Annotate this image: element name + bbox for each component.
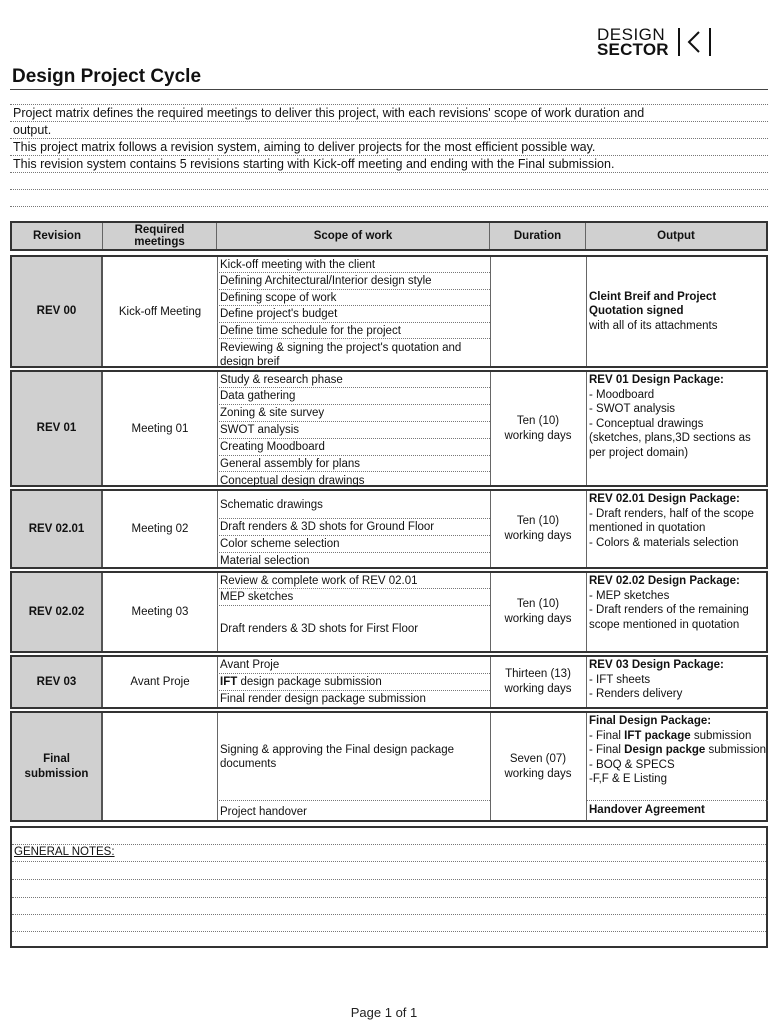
output-cell xyxy=(587,573,768,651)
scope-item-text: Draft renders & 3D shots for First Floor xyxy=(220,622,419,635)
scope-cell xyxy=(217,491,491,567)
duration-cell xyxy=(490,491,587,567)
scope-item-text: Zoning & site survey xyxy=(220,407,325,419)
scope-item-text: Final render design package submission xyxy=(220,693,426,705)
project-matrix-table xyxy=(10,221,768,818)
general-notes-box xyxy=(10,826,768,948)
header-output: Output xyxy=(657,230,695,242)
scope-item xyxy=(217,257,490,273)
scope-item-text: Color scheme selection xyxy=(220,538,340,550)
notes-line xyxy=(12,897,766,898)
meeting-cell xyxy=(103,713,218,820)
revision-block xyxy=(10,571,768,653)
page-title: Design Project Cycle xyxy=(12,66,202,87)
output-line: - Colors & materials selection xyxy=(589,536,739,549)
scope-item xyxy=(217,323,490,339)
scope-cell xyxy=(217,657,491,707)
scope-item-text: Defining Architectural/Interior design style xyxy=(220,275,432,287)
title-divider xyxy=(10,89,768,90)
output-line: -F,F & E Listing xyxy=(589,773,667,785)
duration-cell xyxy=(490,713,587,820)
logo-bar-left xyxy=(678,28,680,56)
scope-item xyxy=(217,388,490,405)
intro-line: output. xyxy=(10,122,768,139)
scope-item-text: Define time schedule for the project xyxy=(220,324,401,337)
scope-item-text: Define project's budget xyxy=(220,308,338,320)
scope-item-text: Reviewing & signing the project's quotation and design breif xyxy=(220,341,462,368)
scope-item-text: Draft renders & 3D shots for Ground Floor xyxy=(220,521,435,533)
scope-item-text: SWOT analysis xyxy=(220,424,300,436)
scope-item xyxy=(217,536,490,553)
revision-block xyxy=(10,370,768,487)
scope-item xyxy=(217,801,490,822)
output-line: - Draft renders of the remaining scope mentioned in quotation xyxy=(589,604,749,631)
output-line: - IFT sheets xyxy=(589,673,651,686)
output-line: - Final Design packge submission xyxy=(589,744,767,756)
scope-item-text: Avant Proje xyxy=(220,659,280,671)
scope-item xyxy=(217,657,490,674)
meeting-cell: Meeting 01 xyxy=(103,372,218,485)
logo-line2: SECTOR xyxy=(597,40,669,59)
duration-text: Seven (07) working days xyxy=(504,752,572,780)
scope-item-text: General assembly for plans xyxy=(220,457,360,470)
scope-item-text: Conceptual design drawings xyxy=(220,474,365,487)
scope-item xyxy=(217,589,490,606)
scope-item-text: MEP sketches xyxy=(220,591,294,603)
notes-line xyxy=(12,861,766,862)
output-cell xyxy=(587,657,768,707)
scope-item xyxy=(217,405,490,422)
scope-item-text: Project handover xyxy=(220,805,307,818)
notes-line xyxy=(12,931,766,932)
revision-cell xyxy=(12,713,103,820)
scope-item xyxy=(217,273,490,290)
intro-line: Project matrix defines the required meetings to deliver this project, with each revisions' scope of work duration and xyxy=(10,104,768,122)
logo-line1: DESIGN xyxy=(597,25,666,44)
scope-cell xyxy=(217,573,491,651)
duration-cell xyxy=(490,257,587,366)
duration-text: Ten (10) working days xyxy=(504,414,572,442)
output-line: - MEP sketches xyxy=(589,589,670,602)
revision-block xyxy=(10,655,768,709)
output-cell xyxy=(587,257,768,366)
duration-text: Ten (10) working days xyxy=(504,598,572,625)
output-line: - SWOT analysis xyxy=(589,403,676,415)
header-meetings: Required meetings xyxy=(103,223,217,249)
intro-text xyxy=(10,104,768,207)
intro-line: This revision system contains 5 revisions starting with Kick-off meeting and ending with the Final submission. xyxy=(10,156,768,173)
intro-line xyxy=(10,173,768,190)
scope-item-bold: IFT xyxy=(220,676,238,688)
intro-line: This project matrix follows a revision system, aiming to deliver projects for the most efficient possible way. xyxy=(10,139,768,156)
intro-line xyxy=(10,190,768,207)
general-notes-label: GENERAL NOTES: xyxy=(14,846,115,858)
scope-cell xyxy=(217,713,491,820)
scope-item xyxy=(217,306,490,323)
output-title: REV 02.02 Design Package: xyxy=(589,575,740,587)
revision-block xyxy=(10,489,768,569)
scope-item-text: Kick-off meeting with the client xyxy=(220,258,376,271)
meeting-cell: Avant Proje xyxy=(103,657,218,707)
header-scope: Scope of work xyxy=(217,223,490,249)
notes-line xyxy=(12,914,766,915)
scope-item-text: IFT design package submission xyxy=(220,676,382,688)
revision-label: Final submission xyxy=(24,752,89,780)
notes-line xyxy=(12,879,766,880)
output-title: Cleint Breif and Project Quotation signed xyxy=(589,290,717,318)
output-line: - Moodboard xyxy=(589,388,655,401)
output-line: with all of its attachments xyxy=(589,319,718,332)
revision-block xyxy=(10,255,768,368)
duration-text: Thirteen (13) working days xyxy=(504,668,572,695)
output-title: REV 03 Design Package: xyxy=(589,659,724,671)
scope-item xyxy=(217,691,490,707)
scope-item-text: Signing & approving the Final design package documents xyxy=(220,743,454,770)
output-title: Final Design Package: xyxy=(589,715,712,727)
output-cell xyxy=(587,713,768,820)
scope-cell xyxy=(217,372,491,485)
scope-item-text: Review & complete work of REV 02.01 xyxy=(220,574,418,587)
meeting-cell: Meeting 03 xyxy=(103,573,218,651)
scope-item-text: Creating Moodboard xyxy=(220,441,325,453)
duration-cell xyxy=(490,372,587,485)
revision-cell: REV 02.02 xyxy=(12,573,103,651)
scope-item-text: Material selection xyxy=(220,555,310,567)
logo-bar-right xyxy=(709,28,711,56)
scope-item xyxy=(217,372,490,388)
scope-item xyxy=(217,519,490,536)
scope-item xyxy=(217,573,490,589)
scope-item-text: Defining scope of work xyxy=(220,291,337,304)
scope-item xyxy=(217,491,490,519)
duration-cell xyxy=(490,573,587,651)
output-cell xyxy=(587,491,768,567)
scope-item xyxy=(217,713,490,801)
duration-cell xyxy=(490,657,587,707)
scope-item-text: Schematic drawings xyxy=(220,498,323,511)
output-line: (sketches, plans,3D sections as per project domain) xyxy=(589,432,751,459)
meeting-cell: Meeting 02 xyxy=(103,491,218,567)
scope-item xyxy=(217,339,490,370)
output-title: REV 01 Design Package: xyxy=(589,374,724,386)
scope-item-text: Study & research phase xyxy=(220,373,343,386)
output-line: - Conceptual drawings xyxy=(589,417,704,430)
scope-item xyxy=(217,456,490,472)
duration-text: Ten (10) working days xyxy=(504,515,572,542)
output-line: - Final IFT package submission xyxy=(589,729,752,742)
output-cell xyxy=(587,372,768,485)
scope-item xyxy=(217,674,490,691)
scope-item xyxy=(217,422,490,439)
revision-block xyxy=(10,711,768,822)
header-duration: Duration xyxy=(490,223,586,249)
scope-item xyxy=(217,606,490,651)
output-title: REV 02.01 Design Package: xyxy=(589,493,740,505)
output-bold: IFT package xyxy=(624,729,691,742)
meeting-cell: Kick-off Meeting xyxy=(103,257,218,366)
revision-cell: REV 03 xyxy=(12,657,103,707)
revision-cell: REV 01 xyxy=(12,372,103,485)
output-line: - Draft renders, half of the scope mentioned in quotation xyxy=(589,507,754,534)
revision-cell: REV 02.01 xyxy=(12,491,103,567)
output-bold: Design packge xyxy=(624,744,706,756)
output-footer: Handover Agreement xyxy=(587,800,768,820)
page-number: Page 1 of 1 xyxy=(350,1005,418,1020)
scope-item xyxy=(217,553,490,569)
design-sector-logo xyxy=(597,26,722,60)
revision-cell: REV 00 xyxy=(12,257,103,366)
logo-chevron-icon xyxy=(685,30,703,54)
notes-line xyxy=(12,844,766,845)
scope-item xyxy=(217,439,490,456)
scope-item xyxy=(217,472,490,489)
output-line: - Renders delivery xyxy=(589,688,683,700)
scope-item-text: Data gathering xyxy=(220,390,296,402)
scope-item xyxy=(217,290,490,306)
output-line: - BOQ & SPECS xyxy=(589,758,675,771)
header-revision: Revision xyxy=(12,223,103,249)
table-header xyxy=(10,221,768,251)
scope-cell xyxy=(217,257,491,366)
